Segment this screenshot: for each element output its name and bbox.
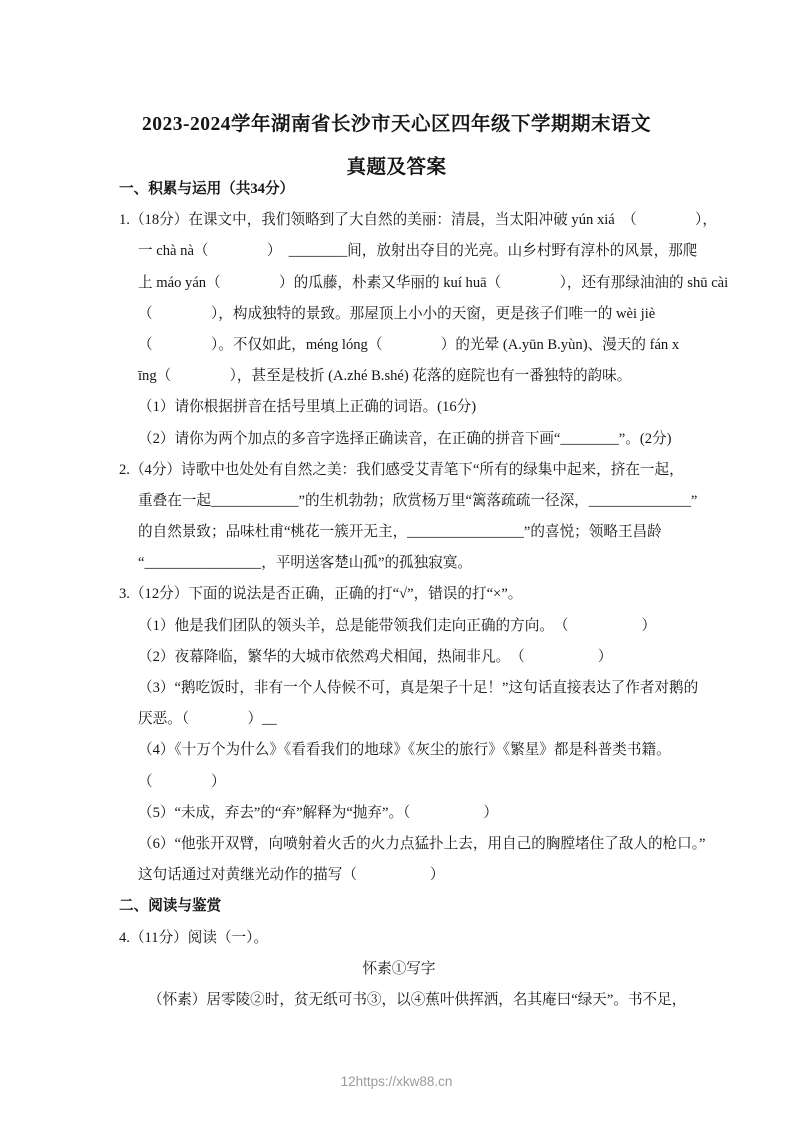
text-line: 1.（18分）在课文中，我们领略到了大自然的美丽：清晨，当太阳冲破 yún xiá （ ），	[119, 212, 717, 229]
footer-watermark-link[interactable]: https://xkw88.cn	[355, 1074, 453, 1089]
text-line: （2）夜幕降临，繁华的大城市依然鸡犬相闻，热闹非凡。 （ ）	[138, 648, 613, 665]
text-line: 一 chà nà（ ） ________间，放射出夺目的光亮。山乡村野有淳朴的风景，那爬	[138, 243, 698, 260]
text-line: 的自然景致；品味杜甫“桃花一簇开无主，________________”的喜悦；领略王昌龄	[138, 524, 662, 541]
text-line: （3）“鹅吃饭时，非有一个人侍候不可，真是架子十足！”这句话直接表达了作者对鹅的	[138, 680, 699, 696]
text-line: （5）“未成，弃去”的“弃”解释为“抛弃”。（ ）	[138, 804, 498, 821]
text-line: “________________，平明送客楚山孤”的孤独寂寞。	[138, 555, 473, 572]
text-line: 3.（12分）下面的说法是否正确，正确的打“√”，错误的打“×”。	[119, 586, 523, 603]
text-line: 4.（11分）阅读（一）。	[119, 929, 269, 946]
text-line: （ ），构成独特的景致。那屋顶上小小的天窗，更是孩子们唯一的 wèi jiè	[138, 305, 656, 322]
text-line: （ ）。不仅如此，méng lóng（ ）的光晕 (A.yūn B.yùn)、漫天的 fán x	[138, 336, 680, 353]
text-line: 厌恶。（ ）__	[138, 711, 277, 728]
text-line: （4）《十万个为什么》《看看我们的地球》《灰尘的旅行》《繁星》都是科普类书籍。	[138, 742, 671, 759]
document-title-line1: 2023-2024学年湖南省长沙市天心区四年级下学期期末语文	[142, 114, 651, 136]
text-line: （ ）	[138, 773, 226, 790]
page-footer	[0, 1072, 793, 1092]
text-line: （1）他是我们团队的领头羊，总是能带领我们走向正确的方向。 （ ）	[138, 617, 657, 634]
page-number: 12	[340, 1074, 356, 1089]
document-body	[119, 174, 729, 1016]
text-line: 上 máo yán（ ）的瓜藤，朴素又华丽的 kuí huā（ ），还有那绿油油的 shū cài	[138, 274, 729, 291]
text-line: （怀素）居零陵②时，贫无纸可书③，以④蕉叶供挥洒，名其庵曰“绿天”。书不足，	[148, 991, 687, 1008]
text-line: （1）请你根据拼音在括号里填上正确的词语。(16分)	[138, 399, 477, 416]
text-line: 2.（4分）诗歌中也处处有自然之美：我们感受艾青笔下“所有的绿集中起来，挤在一起，	[119, 461, 684, 478]
text-line: （6）“他张开双臂，向喷射着火舌的火力点猛扑上去，用自己的胸膛堵住了敌人的枪口。”	[138, 835, 706, 852]
section-heading: 一、积累与运用（共34分）	[119, 181, 295, 197]
text-line: 重叠在一起____________”的生机勃勃；欣赏杨万里“篱落疏疏一径深，______________”	[138, 492, 698, 509]
section-heading: 二、阅读与鉴赏	[119, 898, 222, 915]
text-line: īng（ ），甚至是枝折 (A.zhé B.shé) 花落的庭院也有一番独特的韵味。	[138, 368, 632, 385]
document-title-line2: 真题及答案	[346, 157, 447, 179]
text-line: 怀素①写字	[362, 960, 436, 977]
text-line: 这句话通过对黄继光动作的描写（ ）	[138, 867, 445, 884]
text-line: （2）请你为两个加点的多音字选择正确读音，在正确的拼音下画“________”。(2分)	[138, 430, 672, 447]
